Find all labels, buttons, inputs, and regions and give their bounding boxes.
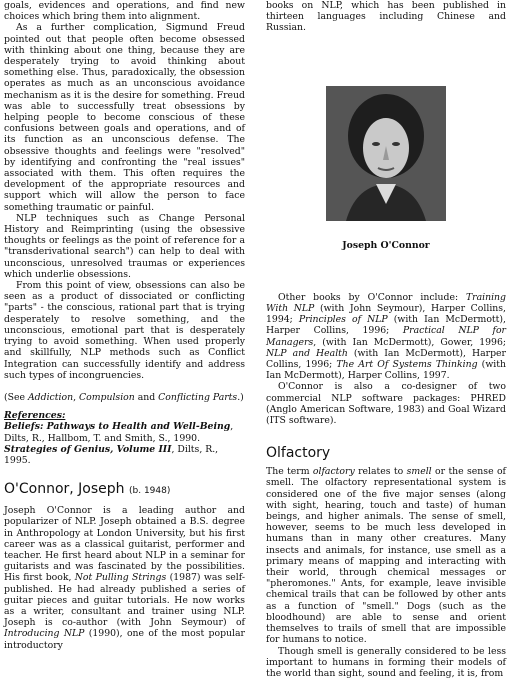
paragraph: books on NLP, which has been published in thirteen languages including Chinese and Russian. xyxy=(266,0,506,34)
photo-caption: Joseph O'Connor xyxy=(342,239,430,251)
entry-heading: O'Connor, Joseph (b. 1948) xyxy=(4,481,171,498)
portrait-photo xyxy=(326,86,446,221)
paragraph: From this point of view, obsessions can also be seen as a product of dissociated or conflicting "parts" - the conscious, rational part that is trying desperately to resolve something, and the unconscious, emotional part that is desperately trying to avoid something. When used properly and skillfully, NLP methods such as Conflict Integration can successfully identify and address such types of incongruencies. xyxy=(4,280,245,381)
paragraph: Though smell is generally considered to be less important to humans in forming their models of the world than sight, sound and feeling, it is, from xyxy=(266,645,506,679)
section-heading: Olfactory xyxy=(266,445,331,462)
left-column xyxy=(4,0,245,651)
portrait-image xyxy=(326,86,446,221)
paragraph: The term olfactory relates to smell or the sense of smell. The olfactory representational system is considered one of the five major senses (along with sight, hearing, touch and taste) of human beings, and higher animals. The sense of smell, however, seems to be much less developed in humans than in many other creatures. Many insects and animals, for instance, use smell as a primary means of mapping and interacting with their world, through chemical messages or "pheromones." Ants, for example, leave invisible chemical trails that can be followed by other ants as a function of "smell." Dogs (such as the bloodhound) are able to sense and orient themselves to trails of smell that are impossible for humans to notice. xyxy=(266,466,506,646)
paragraph: NLP techniques such as Change Personal History and Reimprinting (using the obsessive thoughts or feelings as the point of reference for a "transderivational search") can help to deal with unconscious, unresolved traumas or experiences which underlie obsessions. xyxy=(4,212,245,280)
right-column xyxy=(266,0,506,679)
biography: Joseph O'Connor is a leading author and popularizer of NLP. Joseph obtained a B.S. degree in Anthropology at London University, but his first career was as a classical guitarist, performer and teacher. He first heard about NLP in a seminar for guitarists and was fascinated by the possibilities. His first book, Not Pulling Strings (1987) was self-published. He had already published a series of guitar pieces and guitar tutorials. He now works as a writer, consultant and trainer using NLP. Joseph is co-author (with John Seymour) of Introducing NLP (1990), one of the most popular introductory xyxy=(4,505,246,651)
paragraph: O'Connor is also a co-designer of two commercial NLP software packages: PHRED (Anglo American Software, 1983) and Goal Wizard (ITS software). xyxy=(266,381,506,427)
paragraph: As a further complication, Sigmund Freud pointed out that people often become obsessed with thinking about one thing, because they are desperately trying to avoid thinking about something else. Thus, paradoxically, the obsession operates as much as an unconscious avoidance mechanism as it is the desire for something. Freud was able to successfully treat obsessions by helping people to become conscious of these confusions between goals and operations, and of its function as an unconscious defense. The obsessive thoughts and feelings were "resolved" by identifying and confronting the "real issues" associated with them. This often requires the development of the appropriate resources and support which will allow the person to face something traumatic or painful. xyxy=(4,22,245,213)
reference-item: Beliefs: Pathways to Health and Well-Being, Dilts, R., Hallbom, T. and Smith, S., 1990. xyxy=(4,421,234,444)
reference-item: Strategies of Genius, Volume III, Dilts, R., 1995. xyxy=(4,443,219,466)
other-books: Other books by O'Connor include: Training With NLP (with John Seymour), Harper Collins, 1994; Principles of NLP (with Ian McDermott), Harper Collins, 1996; Practical NLP for Managers, (with Ian McDermott), Gower, 1996; NLP and Health (with Ian McDermott), Harper Collins, 1996; The Art Of Systems Thinking (with Ian McDermott), Harper Collins, 1997. xyxy=(266,291,507,382)
paragraph: goals, evidences and operations, and find new choices which bring them into alignment. xyxy=(4,0,245,23)
references-heading: References: xyxy=(4,410,66,422)
see-also: (See Addiction, Compulsion and Conflicting Parts.) xyxy=(4,391,244,403)
